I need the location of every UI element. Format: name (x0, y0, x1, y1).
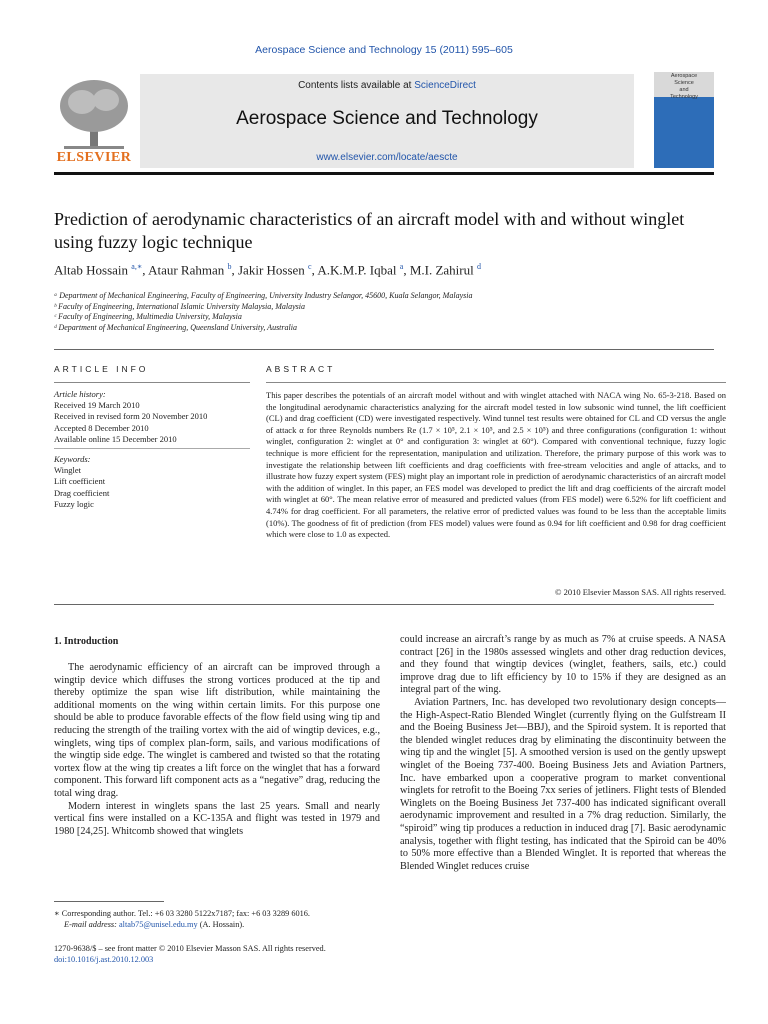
keywords (54, 454, 250, 510)
cover-line: Science (674, 80, 694, 86)
divider (266, 382, 726, 383)
journal-reference[interactable]: Aerospace Science and Technology 15 (2011) 595–605 (255, 44, 513, 56)
footnote-rule (54, 901, 164, 902)
affiliation: ᵇ Faculty of Engineering, International Islamic University Malaysia, Malaysia (54, 301, 305, 311)
keyword: Lift coefficient (54, 476, 106, 487)
journal-title: Aerospace Science and Technology (236, 108, 538, 129)
paper-title: Prediction of aerodynamic characteristics of an aircraft model with and without winglet using fuzzy logic technique (54, 209, 685, 252)
author-name: Ataur Rahman (148, 262, 225, 278)
history-entry: Received 19 March 2010 (54, 400, 140, 411)
paragraph: could increase an aircraft’s range by as much as 7% at cruise speeds. A NASA contract [26] in the 1980s assessed winglets and other drag reduction devices, and they found that wingtip devices (winglet, feathers, sails, etc.) could improve drag due to lift efficiency by 10 to 15% if they are designed as an integral part of the wing. (400, 634, 726, 696)
contents-prefix: Contents lists available at (298, 80, 415, 91)
article-history (54, 389, 250, 445)
cover-line: Technology (670, 94, 698, 100)
keyword: Fuzzy logic (54, 498, 94, 509)
right-column (400, 634, 726, 873)
email-link[interactable]: altab75@unisel.edu.my (119, 920, 198, 929)
history-entry: Available online 15 December 2010 (54, 433, 177, 444)
author-affiliation-mark[interactable]: c (308, 262, 312, 271)
footnote (54, 908, 380, 930)
sciencedirect-link[interactable]: ScienceDirect (414, 80, 476, 91)
affiliation: ᵈ Department of Mechanical Engineering, Queensland University, Australia (54, 322, 297, 332)
journal-cover-title (654, 72, 714, 100)
doi-link[interactable]: doi:10.1016/j.ast.2010.12.003 (54, 955, 154, 964)
abstract-text: This paper describes the potentials of an aircraft model without and with winglet attached with NACA wing No. 65-3-218. Based on the longitudinal aerodynamic characteristics analyzing for the aircraft model tested in low subsonic wind tunnel, the lift coefficient (CL) and drag coefficient (CD) were investigated respectively. Wind tunnel test results were obtained for CL and CD versus the angle of attack α for three Reynolds numbers Re (1.7 × 10⁵, 2.1 × 10⁵, and 2.5 × 10⁵) and three configurations (configuration 1: without winglet, configuration 2: winglet at 0° and configuration 3: winglet at 60°). Compared with conventional technique, fuzzy logic technique is more efficient for the representation, manipulation and utilization. Therefore, the primary purpose of this work was to investigate the relationship between lift coefficients and drag coefficients with free-stream velocities and angle of attacks, and to illustrate how fuzzy expert system (FES) might play an important role in prediction of aerodynamic characteristics of an aircraft model with the addition of winglet. In this paper, an FES model was developed to predict the lift and drag coefficients of the aircraft model with winglet at 60°. The mean relative error of measured and predicted values (from FES model) were 6.52% for lift coefficient and 4.74% for drag coefficient. For all parameters, the relative error of predicted values was found to be less than the acceptable limits (10%). The goodness of fit of prediction (from FES model) values were found as 0.94 for lift coefficient and 0.98 for drag coefficient which were close to 1.0 as expected. (266, 390, 726, 540)
corresponding-author: ∗ Corresponding author. Tel.: +6 03 3280 5122x7187; fax: +6 03 3289 6016. (54, 909, 311, 918)
paragraph: The aerodynamic efficiency of an aircraft can be improved through a wingtip device which diffuses the strong vortices produced at the tip and thereby optimize the span wise lift distribution, while maintaining the additional moments on the wing within certain limits. For this purpose one should be able to produce favorable effects of the flow field using wing tip and reducing the strength of the trailing vortex with the aid of wingtip devices, e.g., winglets, wing tips of complex plan-form, sails, and various modifications of the wingtip side edge. The winglet is cambered and twisted so that the rotating vortex flow at the wing tip creates a lift force on the winglet that has a forward component. This forward lift component acts as a “negative” drag, reducing the total wing drag. (54, 662, 380, 799)
issn-line: 1270-9638/$ – see front matter © 2010 Elsevier Masson SAS. All rights reserved. (54, 944, 326, 953)
keyword: Drag coefficient (54, 487, 110, 498)
left-column (54, 662, 380, 838)
abstract-copyright: © 2010 Elsevier Masson SAS. All rights reserved. (554, 587, 726, 597)
divider (54, 448, 250, 449)
author-affiliation-mark[interactable]: a,∗ (131, 262, 143, 271)
author-name: A.K.M.P. Iqbal (317, 262, 397, 278)
contents-line (140, 80, 634, 91)
author-affiliation-mark[interactable]: b (227, 262, 232, 271)
abstract-label: ABSTRACT (266, 364, 336, 374)
email-suffix: (A. Hossain). (197, 920, 245, 929)
paragraph: Modern interest in winglets spans the last 25 years. Small and nearly vertical fins were installed on a KC-135A and flight was tested in 1979 and 1980 [24,25]. Whitcomb showed that winglets (54, 800, 380, 837)
author-affiliation-mark[interactable]: d (476, 262, 481, 271)
author-name: M.I. Zahirul (409, 262, 474, 278)
history-title: Article history: (54, 389, 106, 399)
history-entry: Received in revised form 20 November 2010 (54, 411, 208, 422)
author-affiliation-mark[interactable]: a (399, 262, 404, 271)
keywords-title: Keywords: (54, 454, 91, 464)
front-matter (54, 943, 380, 965)
cover-line: Aerospace (670, 73, 698, 79)
article-info-label: ARTICLE INFO (54, 364, 149, 374)
paragraph: Aviation Partners, Inc. has developed two revolutionary design concepts—the High-Aspect-Ratio Blended Winglet (currently flying on the Gulfstream II and the Boeing Business Jet—BBJ), and the Spiroid system. It is reported that the blended winglet reduces drag by eliminating the discontinuity between the wing tip and the winglet [5]. A smoothed version is used on the gently upswept winglet of the Boeing 737-400. Boeing Business Jets and Aviation Partners, Inc. have embarked upon a cooperative program to market conventional winglets for retrofit to the Boeing 7xx series of jetliners. Flight tests of Blended Winglets on the Boeing Business Jet 737-400 has indicated significant overall aerodynamic improvement and resulted in a 7% drag reduction. Similarly, the “spiroid” wing tip produces a reduction in induced drag [7]. Basic aerodynamic analysis, together with flight testing, has indicated that the Spiroid can be 40% to 50% more effective than a Blended Winglet. It is reported that whereas the Blended Winglet reduces cruise (400, 696, 726, 872)
history-entry: Accepted 8 December 2010 (54, 422, 149, 433)
header-rule (54, 172, 714, 175)
author-list: Altab Hossain $^{a,∗}$, Ataur Rahman $^b$, Jakir Hossen $^c$, A.K.M.P. Iqbal $^a$, M.I. Zahirul $^d$ (54, 262, 481, 278)
email-line (54, 919, 380, 930)
journal-url-link[interactable]: www.elsevier.com/locate/aescte (316, 152, 458, 163)
author-name: Altab Hossain (54, 262, 129, 278)
publisher-name: ELSEVIER (56, 150, 132, 165)
divider (54, 604, 714, 605)
keyword: Winglet (54, 465, 82, 476)
divider (54, 349, 714, 350)
section-heading: 1. Introduction (54, 636, 119, 647)
affiliation: ᵃ Department of Mechanical Engineering, Faculty of Engineering, University Industry Selangor, 45600, Kuala Selangor, Malaysia (54, 291, 473, 300)
divider (54, 382, 250, 383)
affiliation: ᶜ Faculty of Engineering, Multimedia University, Malaysia (54, 312, 242, 321)
cover-line: and (679, 87, 689, 93)
author-name: Jakir Hossen (238, 262, 305, 278)
email-label: E-mail address: (64, 920, 119, 929)
affiliations (54, 291, 714, 333)
